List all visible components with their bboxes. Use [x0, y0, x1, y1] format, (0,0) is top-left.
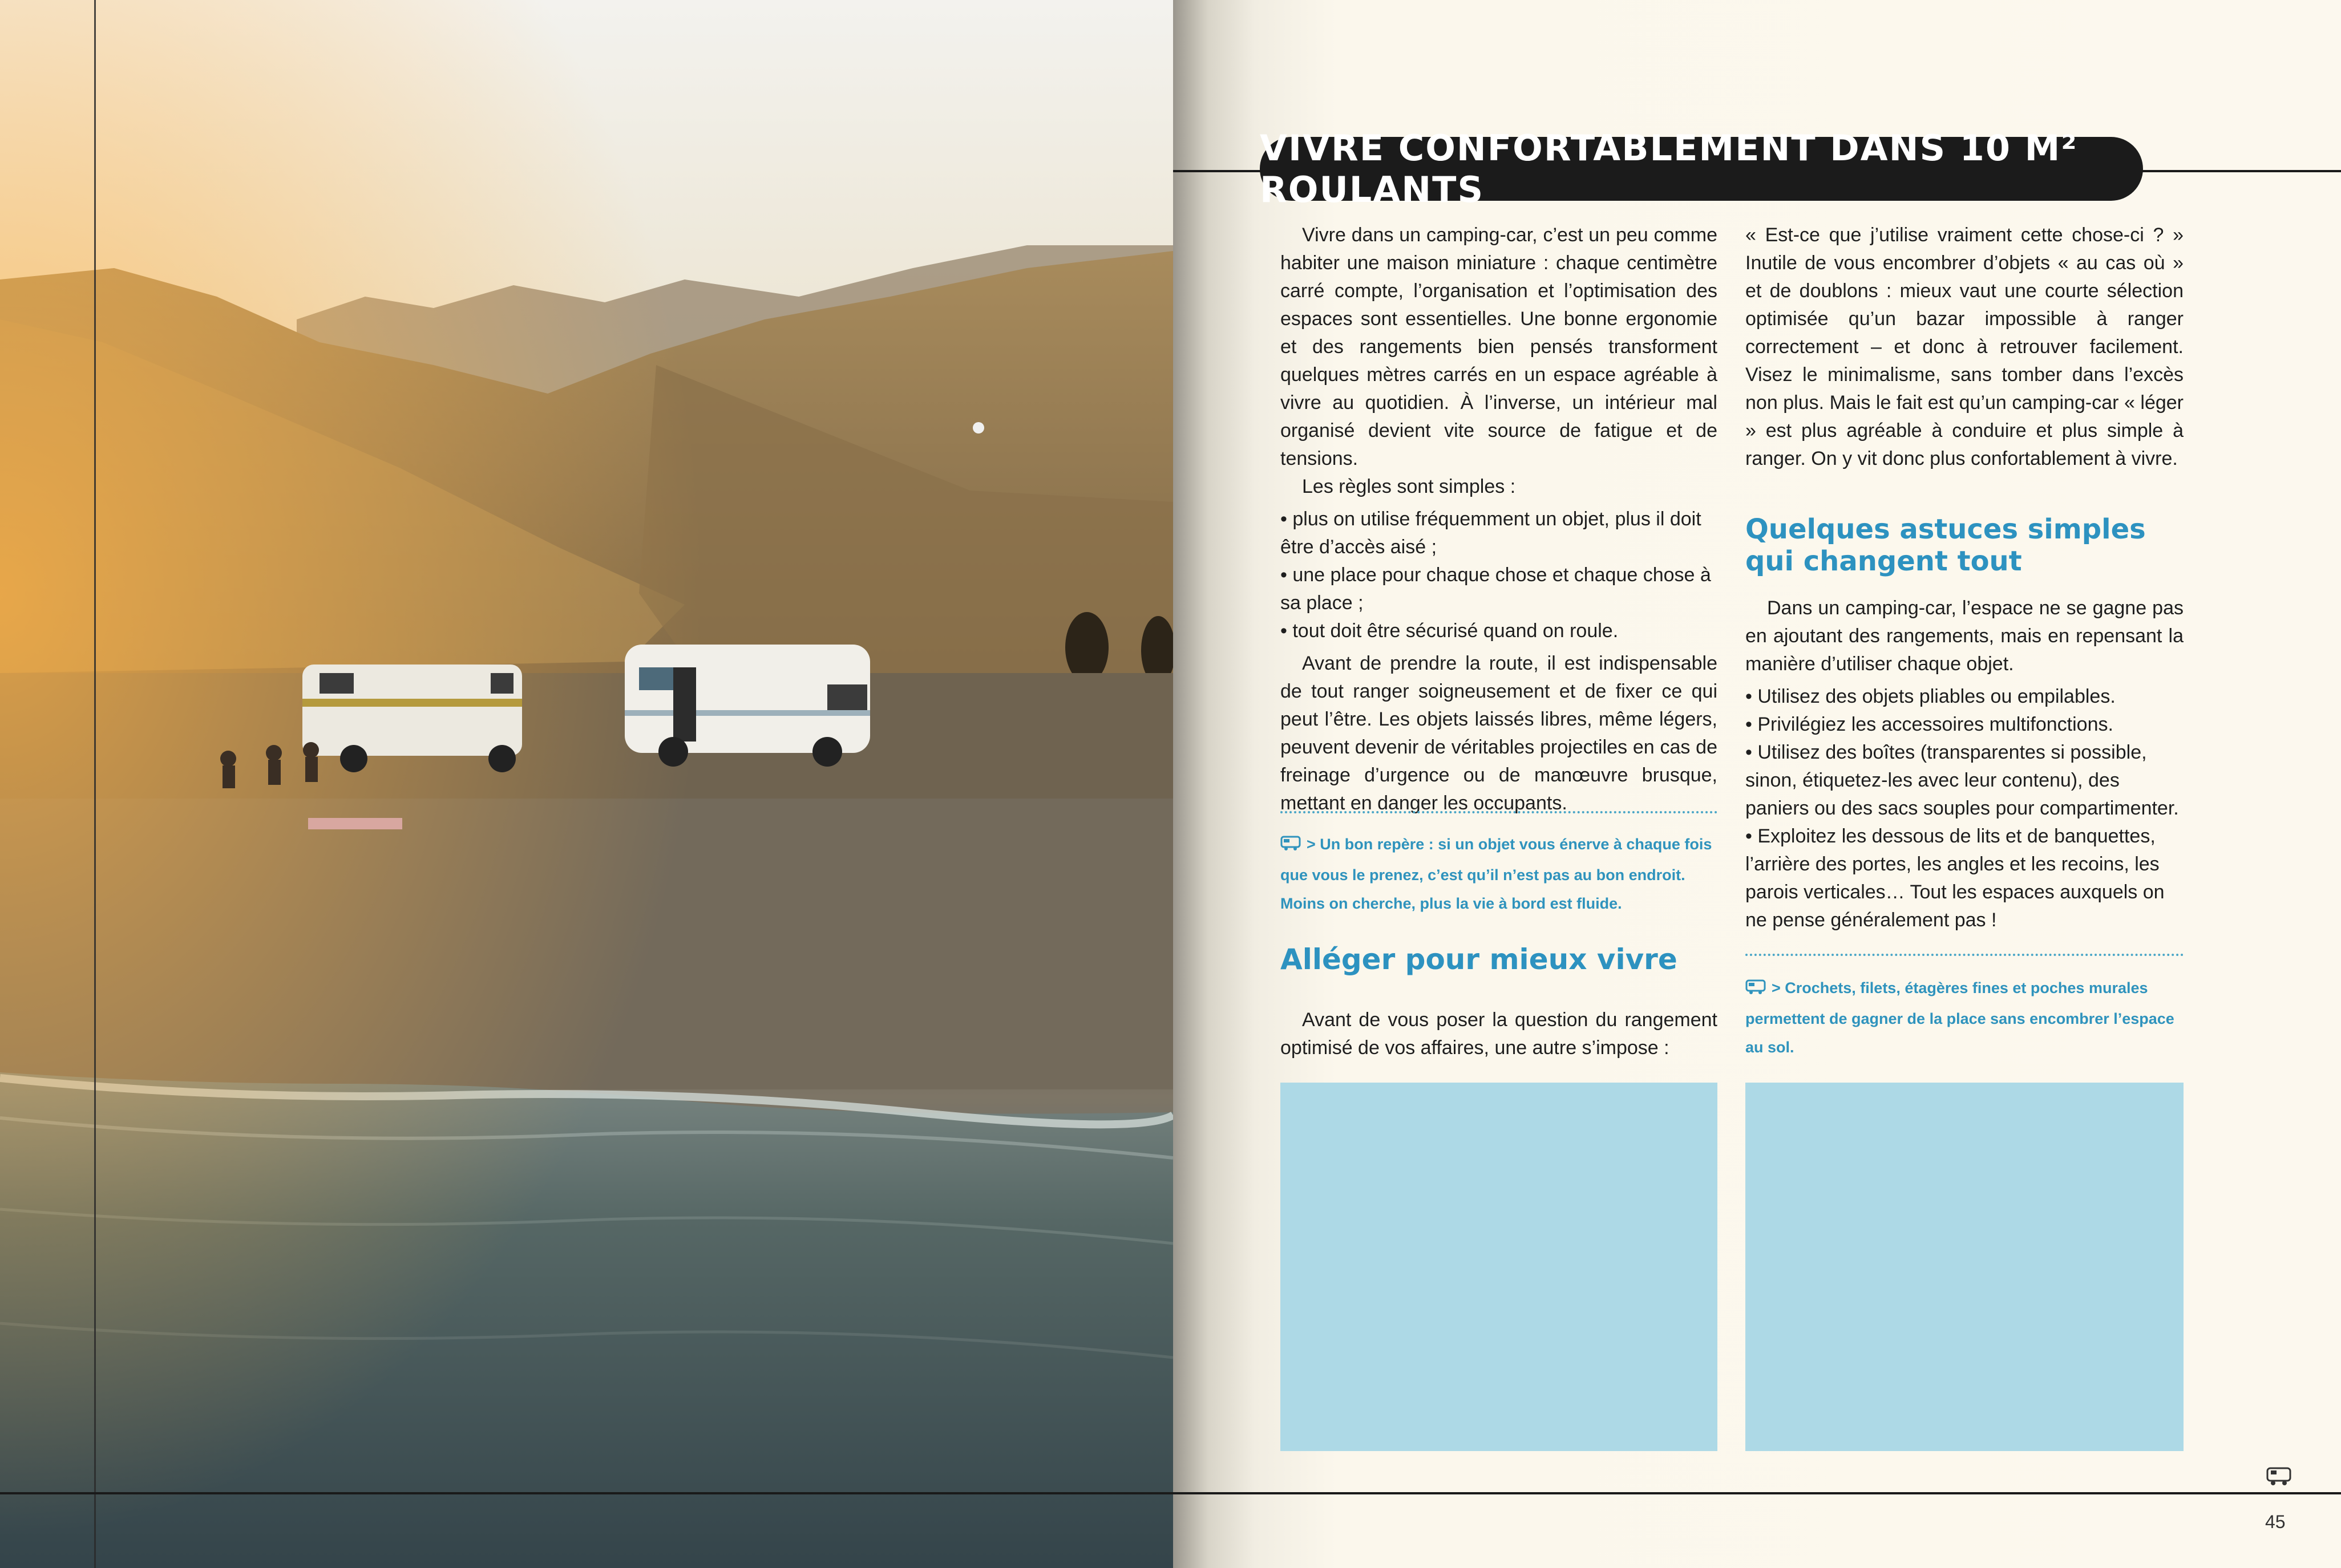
column-left-bottom [1280, 1006, 1717, 1062]
tip-text: > Un bon repère : si un objet vous énerve à chaque fois que vous le prenez, c’est qu’il n’est pas au bon endroit. Moins on cherche, plus la vie à bord est fluide. [1280, 836, 1712, 912]
tip-box-right [1745, 974, 2184, 1061]
publisher-logo-icon [2265, 1462, 2294, 1489]
list-item: • Utilisez des boîtes (transparentes si possible, sinon, étiquetez-les avec leur contenu), des paniers ou des sacs souples pour compartimenter. [1745, 742, 2179, 819]
tips-list [1745, 683, 2184, 934]
rules-intro: Les règles sont simples : [1302, 476, 1516, 497]
tip-box-left [1280, 830, 1717, 918]
section-heading-tips: Quelques astuces simples qui changent tout [1745, 513, 2146, 577]
van-icon [1745, 976, 1766, 1004]
fold-line [94, 0, 96, 1568]
column-left [1280, 221, 1717, 817]
intro-paragraph: Vivre dans un camping-car, c’est un peu comme habiter une maison miniature : chaque centimètre carré compte, l’organisation et l’optimisation des espaces sont essentielles. Une bonne ergonomie et des rangements bien pensés transforment quelques mètres carrés en un espace agréable à vivre au quotidien. À l’inverse, un intérieur mal organisé devient vite source de fatigue et de tensions. [1280, 224, 1717, 469]
image-placeholder-left [1280, 1083, 1717, 1451]
route-paragraph: Avant de prendre la route, il est indispensable de tout ranger soigneusement et de fixer ce qui peut l’être. Les objets laissés libres, même légers, peuvent devenir de véritables projectiles en cas de freinage d’urgence ou de manœuvre brusque, mettant en danger les occupants. [1280, 653, 1717, 814]
page-title: VIVRE CONFORTABLEMENT DANS 10 M² ROULANTS [1260, 137, 2143, 201]
list-item: • une place pour chaque chose et chaque chose à sa place ; [1280, 564, 1711, 614]
list-item: • plus on utilise fréquemment un objet, plus il doit être d’accès aisé ; [1280, 508, 1701, 558]
list-item: • Exploitez les dessous de lits et de banquettes, l’arrière des portes, les angles et les recoins, les parois verticales… Tout les espaces auxquels on ne pense généralement pas ! [1745, 825, 2165, 931]
lighten-paragraph: Avant de vous poser la question du rangement optimisé de vos affaires, une autre s’impose : [1280, 1009, 1717, 1059]
column-right-bottom [1745, 594, 2184, 934]
tip-divider [1745, 954, 2184, 956]
tips-intro: Dans un camping-car, l’espace ne se gagne pas en ajoutant des rangements, mais en repensant la manière d’utiliser chaque objet. [1745, 597, 2184, 675]
rules-list [1280, 505, 1717, 645]
tip-text: > Crochets, filets, étagères fines et poches murales permettent de gagner de la place sans encombrer l’espace au sol. [1745, 979, 2174, 1056]
image-placeholder-right [1745, 1083, 2184, 1451]
van-icon [1280, 832, 1301, 861]
bottom-rule [0, 1492, 2341, 1494]
tip-divider [1280, 811, 1717, 813]
list-item: • tout doit être sécurisé quand on roule. [1280, 620, 1619, 642]
page-number: 45 [2265, 1512, 2286, 1532]
column-right [1745, 221, 2184, 473]
list-item: • Privilégiez les accessoires multifonctions. [1745, 714, 2113, 735]
section-heading: Alléger pour mieux vivre [1280, 943, 1677, 976]
list-item: • Utilisez des objets pliables ou empilables. [1745, 686, 2116, 707]
question-paragraph: « Est-ce que j’utilise vraiment cette chose-ci ? » Inutile de vous encombrer d’objets « au cas où » et de doublons : mieux vaut une courte sélection optimisée qu’un bazar impossible à ranger correctement – et donc à retrouver facilement. Visez le minimalisme, sans tomber dans l’excès non plus. Mais le fait est qu’un camping-car « léger » est plus agréable à conduire et plus simple à ranger. On y vit donc plus confortablement à vivre. [1745, 224, 2184, 469]
